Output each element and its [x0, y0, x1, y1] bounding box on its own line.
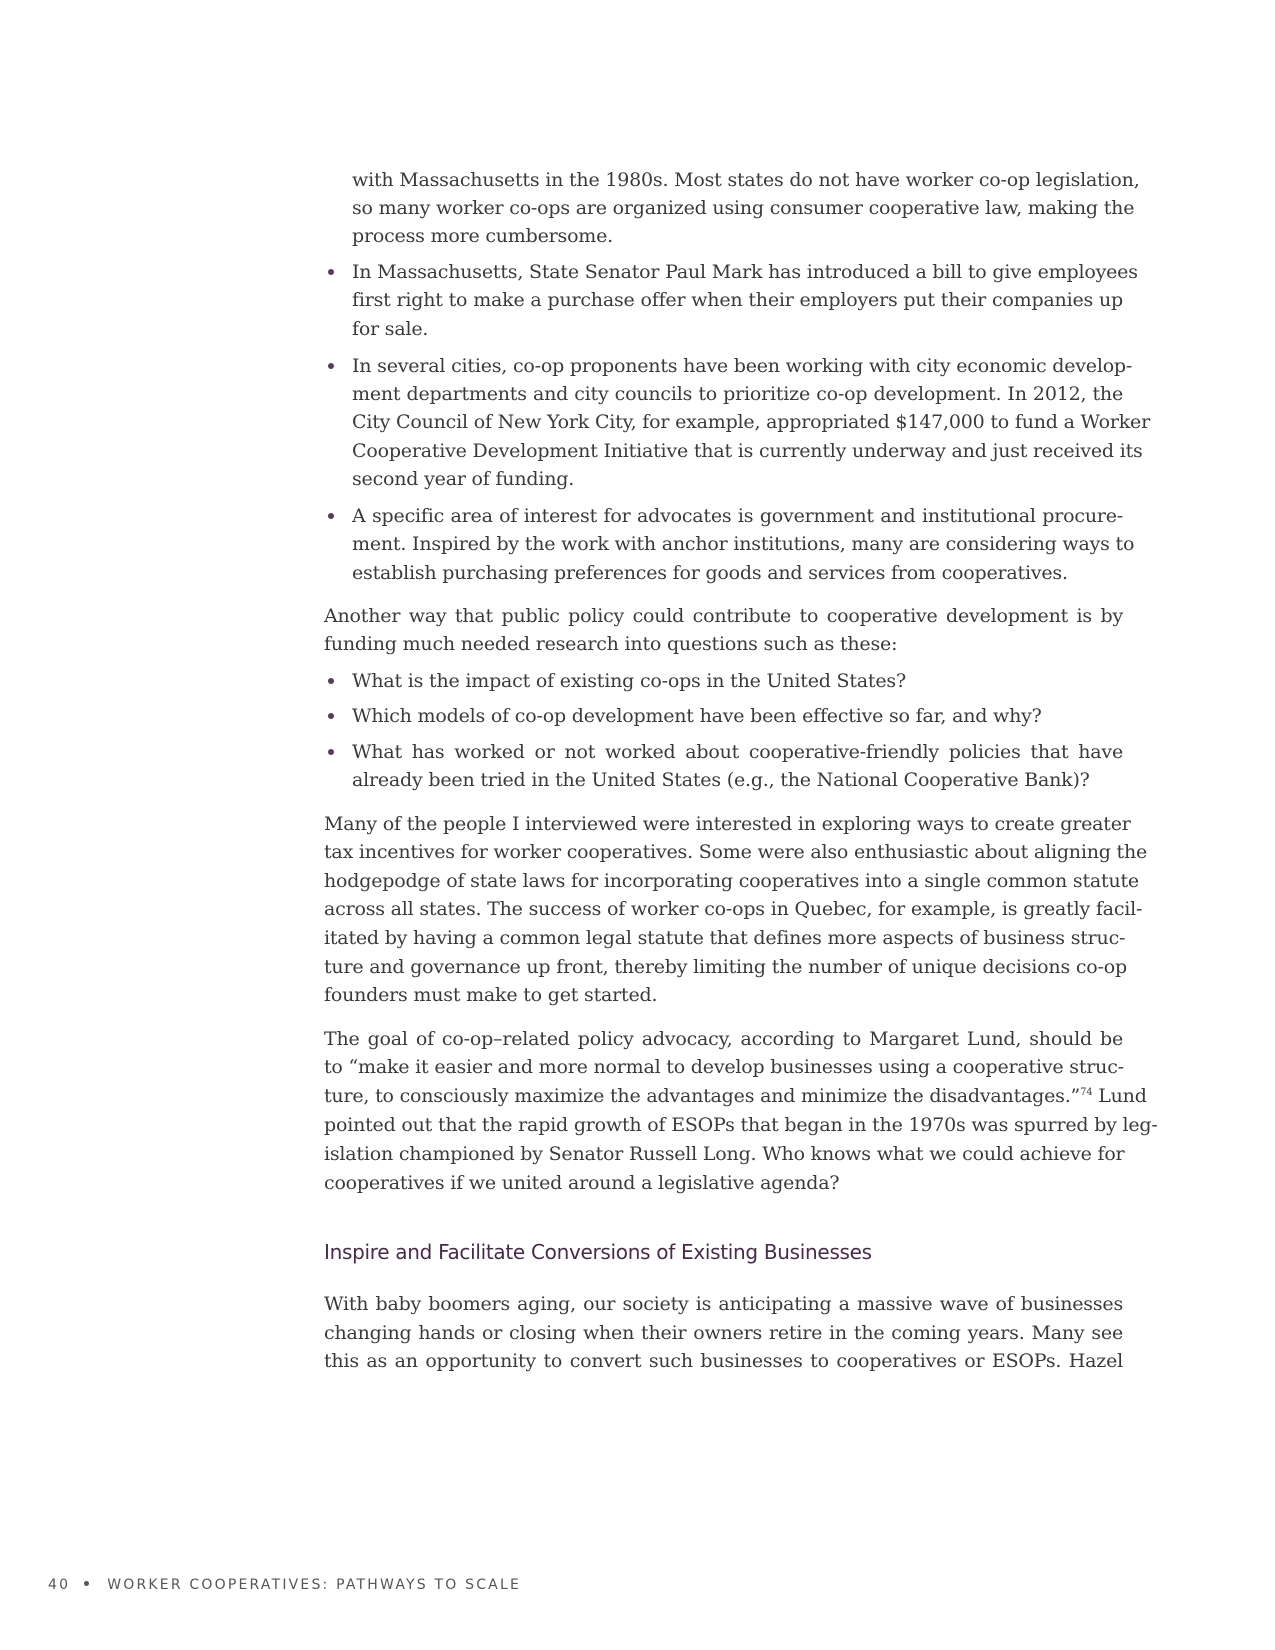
- text-line: itated by having a common legal statute that defines more aspects of business struc-: [324, 927, 1126, 949]
- text-line: funding much needed research into questions such as these:: [324, 633, 898, 655]
- text-line: for sale.: [352, 318, 429, 340]
- text-line: first right to make a purchase offer when their employers put their companies up: [352, 289, 1123, 311]
- bullet-icon: [328, 363, 334, 369]
- text-line: establish purchasing preferences for goods and services from cooperatives.: [352, 562, 1068, 584]
- text-line: so many worker co-ops are organized using consumer cooperative law, making the: [352, 197, 1135, 219]
- text-line: The goal of co-op–related policy advocacy, according to Margaret Lund, should be: [324, 1028, 1123, 1050]
- text-line: this as an opportunity to convert such businesses to cooperatives or ESOPs. Hazel: [324, 1350, 1123, 1372]
- section-heading: Inspire and Facilitate Conversions of Existing Businesses: [324, 1240, 872, 1264]
- bullet-icon: [328, 678, 334, 684]
- text-line: Cooperative Development Initiative that is currently underway and just received its: [352, 440, 1143, 462]
- text-line: second year of funding.: [352, 468, 575, 490]
- bullet-separator-icon: [84, 1581, 89, 1586]
- text-line: City Council of New York City, for example, appropriated $147,000 to fund a Worker: [352, 411, 1150, 433]
- text-line: pointed out that the rapid growth of ESOPs that began in the 1970s was spurred by leg-: [324, 1114, 1158, 1136]
- text-line: What is the impact of existing co-ops in the United States?: [352, 670, 906, 692]
- text-line: already been tried in the United States (e.g., the National Cooperative Bank)?: [352, 769, 1090, 791]
- text-line: to “make it easier and more normal to develop businesses using a cooperative struc-: [324, 1056, 1124, 1078]
- bullet-icon: [328, 749, 334, 755]
- text-line: founders must make to get started.: [324, 984, 658, 1006]
- page-number: 40: [48, 1577, 71, 1593]
- text-line: ment. Inspired by the work with anchor institutions, many are considering ways to: [352, 533, 1135, 555]
- text-line: tax incentives for worker cooperatives. Some were also enthusiastic about aligning the: [324, 841, 1148, 863]
- text-line: Another way that public policy could contribute to cooperative development is by: [324, 605, 1123, 627]
- text-line: ture and governance up front, thereby limiting the number of unique decisions co-op: [324, 956, 1127, 978]
- text-line: islation championed by Senator Russell Long. Who knows what we could achieve for: [324, 1143, 1125, 1165]
- text-line: A specific area of interest for advocates is government and institutional procure-: [352, 505, 1123, 527]
- page-footer: [48, 1573, 521, 1597]
- footnote-reference[interactable]: 74: [1080, 1087, 1093, 1098]
- bullet-icon: [328, 269, 334, 275]
- text-line: ment departments and city councils to prioritize co-op development. In 2012, the: [352, 383, 1123, 405]
- text-line: In several cities, co-op proponents have been working with city economic develop-: [352, 355, 1133, 377]
- text-fragment: Lund: [1092, 1085, 1147, 1107]
- text-line: With baby boomers aging, our society is anticipating a massive wave of businesses: [324, 1293, 1123, 1315]
- text-line: hodgepodge of state laws for incorporating cooperatives into a single common statute: [324, 870, 1139, 892]
- text-line: changing hands or closing when their owners retire in the coming years. Many see: [324, 1322, 1123, 1344]
- text-line: across all states. The success of worker co-ops in Quebec, for example, is greatly facil-: [324, 898, 1143, 920]
- bullet-icon: [328, 513, 334, 519]
- running-title: WORKER COOPERATIVES: PATHWAYS TO SCALE: [107, 1577, 522, 1593]
- text-line: with Massachusetts in the 1980s. Most states do not have worker co-op legislation,: [352, 169, 1140, 191]
- quote-text: ture, to consciously maximize the advantages and minimize the disadvantages.”: [324, 1085, 1081, 1107]
- text-line: Many of the people I interviewed were interested in exploring ways to create greater: [324, 813, 1131, 835]
- text-line: What has worked or not worked about cooperative-friendly policies that have: [352, 741, 1123, 763]
- bullet-icon: [328, 713, 334, 719]
- text-line: In Massachusetts, State Senator Paul Mark has introduced a bill to give employees: [352, 261, 1138, 283]
- text-line: Which models of co-op development have been effective so far, and why?: [352, 705, 1042, 727]
- text-line: process more cumbersome.: [352, 225, 614, 247]
- text-line: [324, 1082, 1147, 1110]
- text-line: cooperatives if we united around a legislative agenda?: [324, 1172, 840, 1194]
